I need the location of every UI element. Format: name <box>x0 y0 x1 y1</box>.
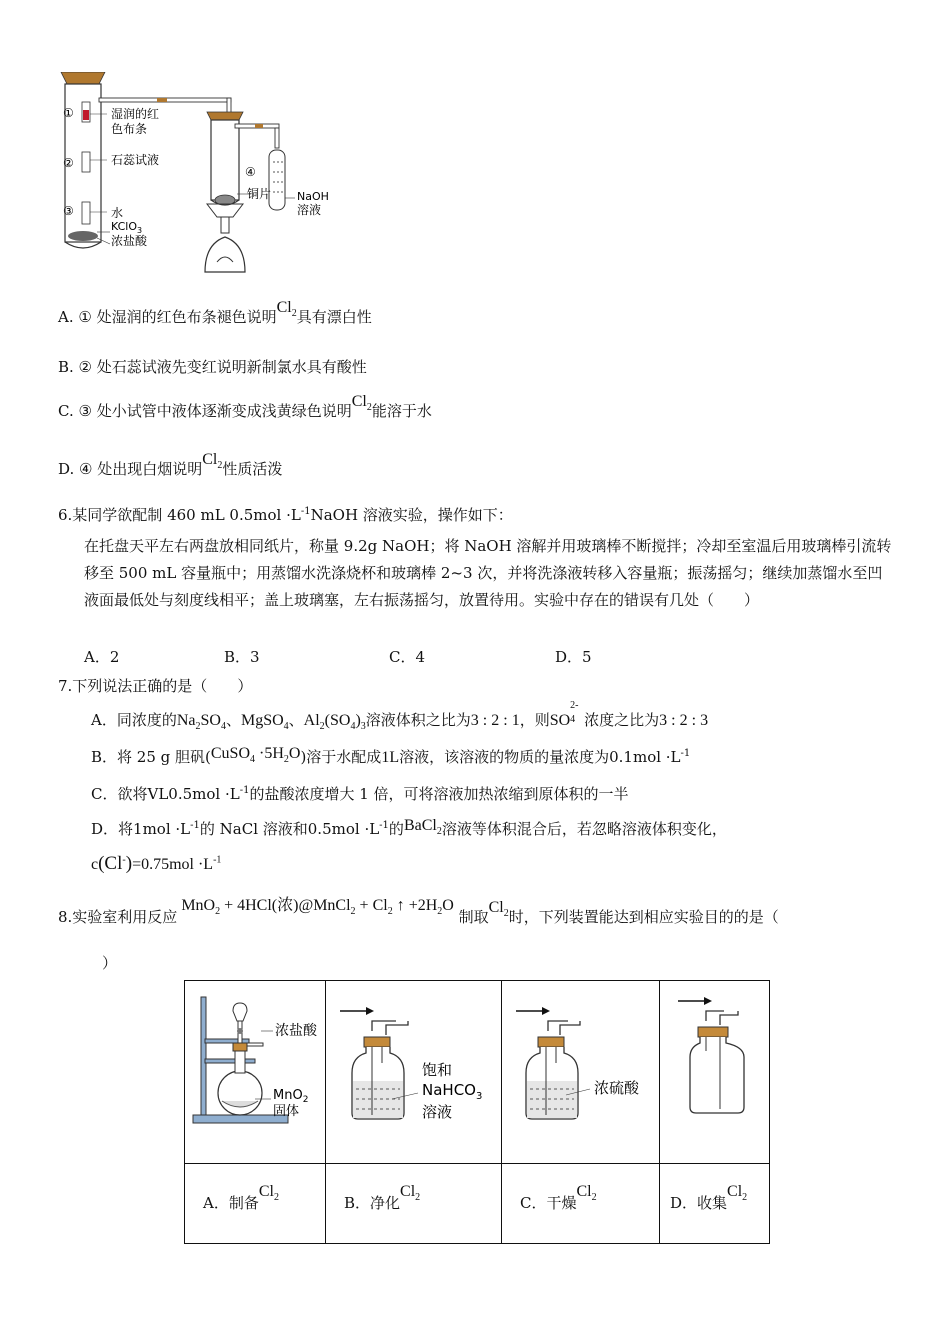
q7-option-b: B．将 25 g 胆矾(CuSO$_4$ $\cdot 5H_2O$)溶于水配成1L溶液，该溶液的物质的量浓度为$0.1mol \cdot L^{-1}$ <box>91 745 691 766</box>
device-c-cell <box>502 981 660 1164</box>
label-litmus: 石蕊试液 <box>111 153 160 167</box>
device-d-cell <box>660 981 770 1164</box>
q7-option-a: A．同浓度的$Na_2SO_4$、MgSO$_4$、$Al_2(SO_4)_3$溶液体积之比为3 : 2 : 1，则SO 2- 4 浓度之比为3 : 2 : 3 <box>91 700 709 733</box>
label-solution: 溶液 <box>422 1103 453 1121</box>
label-naoh: NaOH <box>297 190 329 203</box>
label-conc-hcl: 浓盐酸 <box>275 1023 317 1039</box>
label-solid: 固体 <box>273 1104 300 1119</box>
q8-stem: 8.实验室利用反应MnO$_2$ + 4HCl(浓)@MnCl$_2$ + $Cl_2$ ↑ $+2H_2O$ 制取$Cl_2$时，下列装置能达到相应实验目的的是（ <box>58 897 779 926</box>
device-c-dryer <box>502 981 659 1159</box>
q7-option-d: D．将$1mol \cdot L^{-1}$的 NaCl 溶液和$0.5mol \cdot L^{-1}$的BaCl$_2$溶液等体积混合后，若忽略溶液体积变化， <box>91 817 727 838</box>
label-circle-2: ② <box>63 156 74 170</box>
q6-option-a: A．2 <box>84 648 120 666</box>
device-d-collector <box>660 981 769 1159</box>
device-b-cell <box>326 981 502 1164</box>
q6-stem: 6.某同学欲配制 460 mL $0.5mol \cdot L^{-1}NaOH$ 溶液实验，操作如下： <box>58 506 513 524</box>
q7-option-c: C．欲将$VL0.5mol \cdot L^{-1}$的盐酸浓度增大 1 倍，可将溶液加热浓缩到原体积的一半 <box>91 785 629 803</box>
q8-stem-close: ） <box>102 954 118 972</box>
q6-option-b: B．3 <box>224 648 260 666</box>
label-water: 水 <box>111 206 124 220</box>
q8-options-table <box>184 980 770 1244</box>
label-cloth-1: 湿润的红 <box>111 107 160 121</box>
q6-option-c: C．4 <box>389 648 426 666</box>
caption-a: A．制备$Cl_2$ <box>185 1164 326 1244</box>
label-circle-3: ③ <box>63 204 74 218</box>
q7-option-d-line2: $c(Cl^-)=0.75mol \cdot L^{-1}$ <box>91 853 222 874</box>
q5-option-a: A. ① 处湿润的红色布条褪色说明$Cl_2$具有漂白性 <box>58 299 372 326</box>
device-b-purifier <box>326 981 501 1159</box>
q5-option-b: B. ② 处石蕊试液先变红说明新制氯水具有酸性 <box>58 358 367 376</box>
device-a-generator <box>185 981 325 1159</box>
caption-c: C．干燥$Cl_2$ <box>502 1164 660 1244</box>
label-saturated: 饱和 <box>422 1061 453 1079</box>
caption-d: D．收集$Cl_2$ <box>660 1164 770 1244</box>
label-cloth-2: 色布条 <box>111 122 148 136</box>
q6-option-d: D．5 <box>555 648 592 666</box>
label-circle-4: ④ <box>245 165 256 179</box>
label-hcl: 浓盐酸 <box>111 234 148 248</box>
q6-body: 在托盘天平左右两盘放相同纸片，称量 9.2g NaOH；将 NaOH 溶解并用玻璃棒不断搅拌；冷却至室温后用玻璃棒引流转移至 500 mL 容量瓶中；用蒸馏水洗涤烧杯和玻璃棒 2~3 次，并将洗涤液转移入容量瓶；振荡摇匀；继续加蒸馏水至凹液面最低处与刻度线相平；盖上玻璃塞，左右振荡摇匀，放置待用。实验中存在的错误有几处（ ） <box>84 537 892 609</box>
device-a-cell <box>185 981 326 1164</box>
label-naoh-solution: 溶液 <box>297 203 322 217</box>
label-circle-1: ① <box>63 106 74 120</box>
q5-option-d: D. ④ 处出现白烟说明$Cl_2$性质活泼 <box>58 451 283 478</box>
q7-stem: 7.下列说法正确的是（ ） <box>58 677 253 695</box>
label-copper: 铜片 <box>247 187 272 201</box>
q8-equation: MnO$_2$ + 4HCl(浓)@MnCl$_2$ + $Cl_2$ ↑ $+2H_2O$ <box>181 897 454 918</box>
caption-b: B．净化$Cl_2$ <box>326 1164 502 1244</box>
label-nahco3: NaHCO$_3$ <box>422 1081 483 1102</box>
label-kclo3: KClO$_3$ <box>111 220 143 235</box>
label-mno2: MnO$_2$ <box>273 1088 309 1105</box>
label-conc-h2so4: 浓硫酸 <box>594 1079 640 1097</box>
q5-option-c: C. ③ 处小试管中液体逐渐变成浅黄绿色说明$Cl_2$能溶于水 <box>58 393 432 420</box>
apparatus-figure <box>55 72 355 277</box>
